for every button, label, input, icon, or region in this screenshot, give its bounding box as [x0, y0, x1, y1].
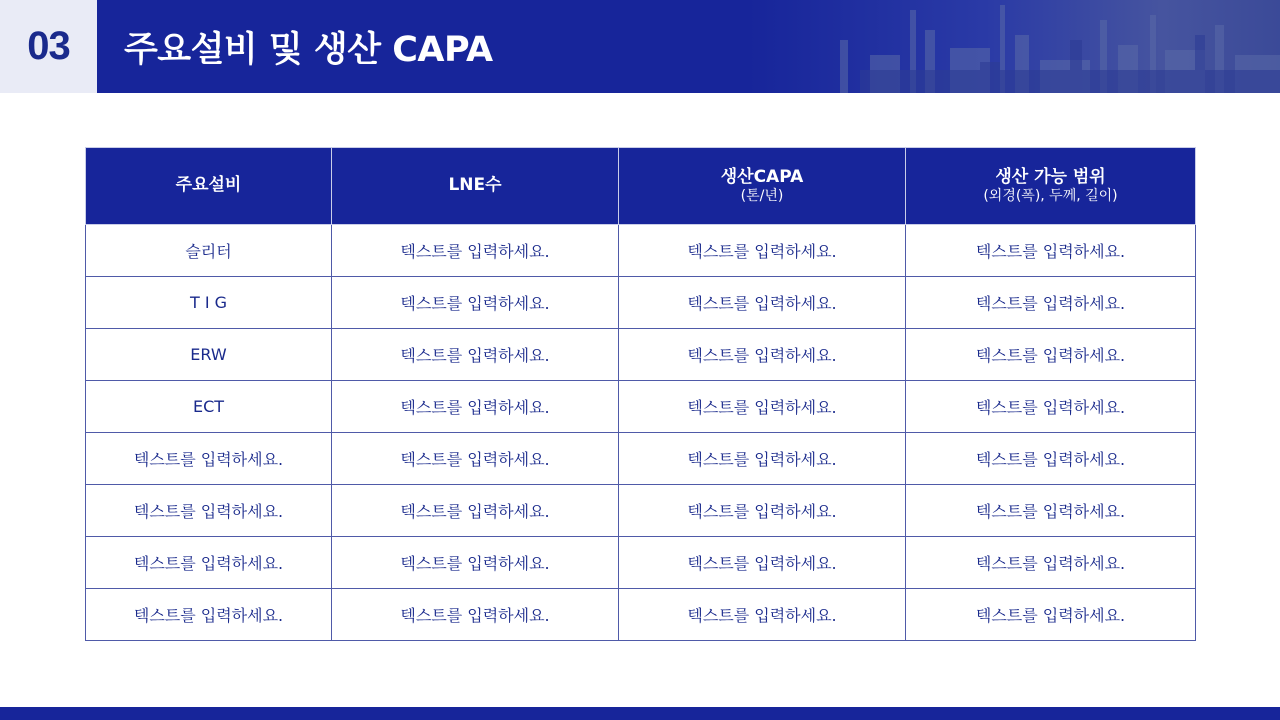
- header-cell-equipment: [86, 148, 332, 225]
- table-cell: 텍스트를 입력하세요.: [906, 381, 1196, 433]
- header-label: 생산 가능 범위: [995, 166, 1106, 187]
- table-cell: 슬리터: [86, 225, 332, 277]
- table-cell: 텍스트를 입력하세요.: [906, 485, 1196, 537]
- table-cell: 텍스트를 입력하세요.: [906, 589, 1196, 641]
- equipment-capa-table: [85, 147, 1196, 641]
- header-cell-capa: [619, 148, 906, 225]
- table-cell: 텍스트를 입력하세요.: [906, 537, 1196, 589]
- table-row: [86, 381, 1196, 433]
- table-cell: 텍스트를 입력하세요.: [906, 225, 1196, 277]
- table-cell: 텍스트를 입력하세요.: [619, 225, 906, 277]
- table-header-row: [86, 148, 1196, 225]
- header-label: LNE수: [448, 175, 502, 196]
- table-cell: 텍스트를 입력하세요.: [86, 433, 332, 485]
- table-cell: 텍스트를 입력하세요.: [906, 277, 1196, 329]
- table-cell: 텍스트를 입력하세요.: [619, 381, 906, 433]
- footer-bar: [0, 707, 1280, 720]
- table-cell: 텍스트를 입력하세요.: [332, 433, 619, 485]
- slide-header: [0, 0, 1280, 93]
- table-cell: 텍스트를 입력하세요.: [619, 589, 906, 641]
- table-cell: 텍스트를 입력하세요.: [619, 537, 906, 589]
- table-row: [86, 225, 1196, 277]
- header-cell-range: [906, 148, 1196, 225]
- table-row: [86, 537, 1196, 589]
- table-cell: 텍스트를 입력하세요.: [906, 329, 1196, 381]
- table-cell: 텍스트를 입력하세요.: [332, 225, 619, 277]
- table-cell: ECT: [86, 381, 332, 433]
- table-cell: 텍스트를 입력하세요.: [332, 329, 619, 381]
- table-cell: 텍스트를 입력하세요.: [332, 589, 619, 641]
- table-cell: 텍스트를 입력하세요.: [619, 277, 906, 329]
- table-cell: 텍스트를 입력하세요.: [86, 589, 332, 641]
- table-cell: 텍스트를 입력하세요.: [86, 537, 332, 589]
- factory-skyline-image: [800, 0, 1280, 93]
- table-cell: 텍스트를 입력하세요.: [332, 381, 619, 433]
- page-title: 주요설비 및 생산 CAPA: [124, 29, 493, 70]
- table-row: [86, 277, 1196, 329]
- header-label: 생산CAPA: [720, 166, 804, 187]
- table-cell: 텍스트를 입력하세요.: [619, 433, 906, 485]
- section-number: 03: [0, 0, 97, 93]
- header-sublabel: (톤/년): [740, 187, 784, 204]
- table-cell: 텍스트를 입력하세요.: [619, 329, 906, 381]
- header-cell-line-count: [332, 148, 619, 225]
- table-row: [86, 485, 1196, 537]
- table-row: [86, 433, 1196, 485]
- table-cell: 텍스트를 입력하세요.: [332, 485, 619, 537]
- title-bar: [97, 0, 1280, 93]
- table-row: [86, 589, 1196, 641]
- header-sublabel: (외경(폭), 두께, 길이): [983, 187, 1118, 204]
- header-label: 주요설비: [175, 175, 242, 196]
- equipment-table-container: [85, 147, 1195, 641]
- table-cell: 텍스트를 입력하세요.: [332, 537, 619, 589]
- table-cell: 텍스트를 입력하세요.: [332, 277, 619, 329]
- table-cell: 텍스트를 입력하세요.: [906, 433, 1196, 485]
- table-cell: 텍스트를 입력하세요.: [619, 485, 906, 537]
- table-cell: 텍스트를 입력하세요.: [86, 485, 332, 537]
- table-cell: ERW: [86, 329, 332, 381]
- table-row: [86, 329, 1196, 381]
- table-cell: T I G: [86, 277, 332, 329]
